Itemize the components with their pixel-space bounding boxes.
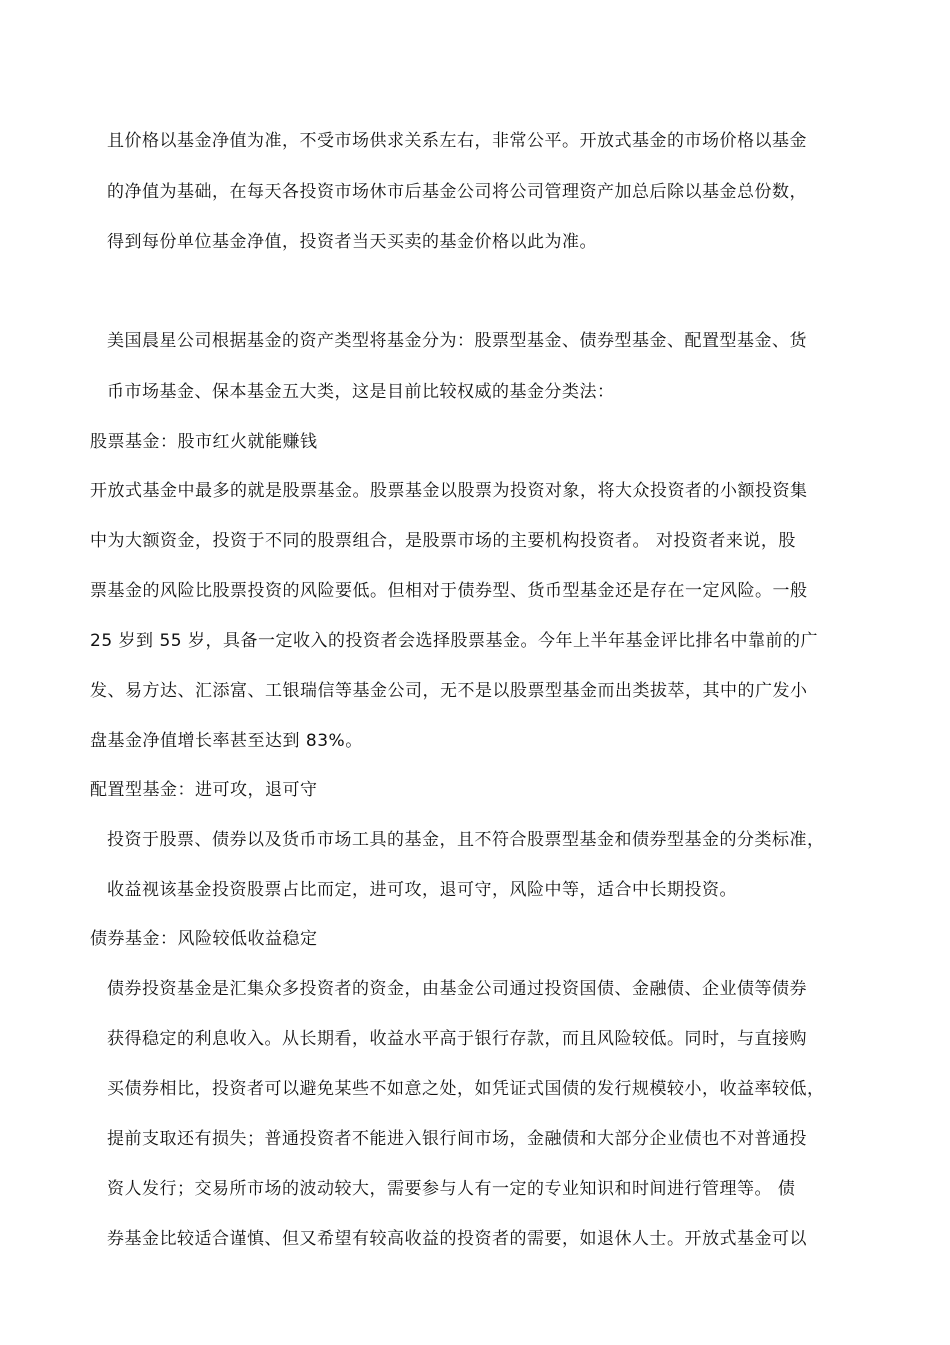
section-bond-line-2: 获得稳定的利息收入。从长期看，收益水平高于银行存款，而且风险较低。同时，与直接购 [107, 1029, 807, 1049]
section-stock-line-2: 中为大额资金，投资于不同的股票组合，是股票市场的主要机构投资者。 对投资者来说，股 [90, 531, 796, 551]
section-bond-line-1: 债券投资基金是汇集众多投资者的资金，由基金公司通过投资国债、金融债、企业债等债券 [107, 979, 807, 999]
section-bond-heading: 债券基金：风险较低收益稳定 [90, 929, 318, 949]
section-allocation-heading: 配置型基金：进可攻，退可守 [90, 780, 318, 800]
section-stock-line-1: 开放式基金中最多的就是股票基金。股票基金以股票为投资对象，将大众投资者的小额投资集 [90, 481, 808, 501]
paragraph-1-line-2: 的净值为基础，在每天各投资市场休市后基金公司将公司管理资产加总后除以基金总份数， [107, 182, 807, 202]
section-stock-line-6: 盘基金净值增长率甚至达到 83%。 [90, 731, 363, 751]
paragraph-2-line-2: 币市场基金、保本基金五大类，这是目前比较权威的基金分类法： [107, 382, 615, 402]
section-allocation-line-1: 投资于股票、债券以及货币市场工具的基金，且不符合股票型基金和债券型基金的分类标准， [107, 830, 825, 850]
section-bond-line-4: 提前支取还有损失；普通投资者不能进入银行间市场，金融债和大部分企业债也不对普通投 [107, 1129, 807, 1149]
section-bond-line-5: 资人发行；交易所市场的波动较大，需要参与人有一定的专业知识和时间进行管理等。 债 [107, 1179, 796, 1199]
section-stock-heading: 股票基金：股市红火就能赚钱 [90, 432, 318, 452]
section-bond-line-6: 券基金比较适合谨慎、但又希望有较高收益的投资者的需要，如退休人士。开放式基金可以 [107, 1229, 807, 1249]
paragraph-2-line-1: 美国晨星公司根据基金的资产类型将基金分为：股票型基金、债券型基金、配置型基金、货 [107, 331, 807, 351]
section-stock-line-3: 票基金的风险比股票投资的风险要低。但相对于债券型、货币型基金还是存在一定风险。一般 [90, 581, 808, 601]
section-bond-line-3: 买债券相比，投资者可以避免某些不如意之处，如凭证式国债的发行规模较小，收益率较低， [107, 1079, 825, 1099]
section-allocation-line-2: 收益视该基金投资股票占比而定，进可攻，退可守，风险中等，适合中长期投资。 [107, 880, 737, 900]
paragraph-1-line-3: 得到每份单位基金净值，投资者当天买卖的基金价格以此为准。 [107, 232, 597, 252]
section-stock-line-4: 25 岁到 55 岁，具备一定收入的投资者会选择股票基金。今年上半年基金评比排名中靠前的广 [90, 631, 818, 651]
paragraph-1-line-1: 且价格以基金净值为准，不受市场供求关系左右，非常公平。开放式基金的市场价格以基金 [107, 131, 807, 151]
section-stock-line-5: 发、易方达、汇添富、工银瑞信等基金公司，无不是以股票型基金而出类拔萃，其中的广发小 [90, 681, 808, 701]
